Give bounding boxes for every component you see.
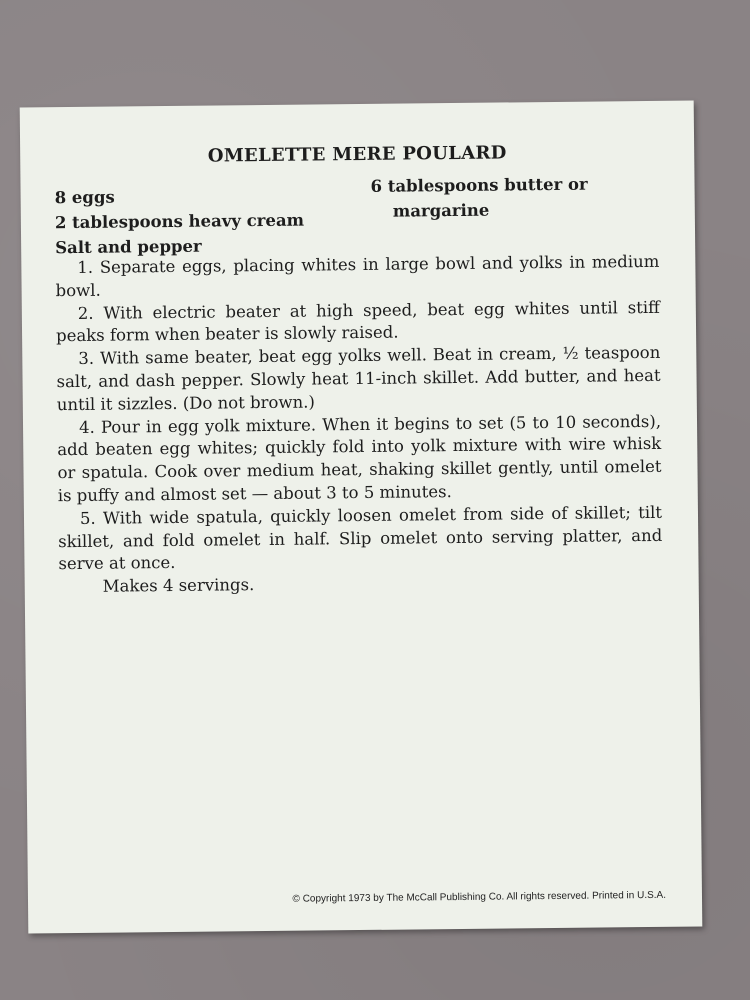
ingredient-item: 8 eggs [54, 187, 115, 208]
step-3: 3. With same beater, beat egg yolks well. Beat in cream, ½ teaspoon salt, and dash pepper. Slowly heat 11-inch skillet. Add butter, and heat until it sizzles. (Do not brown.) [56, 343, 661, 414]
ingredient-item: 2 tablespoons heavy cream [54, 210, 305, 233]
step-5: 5. With wide spatula, quickly loosen omelet from side of skillet; tilt skillet, and fold omelet in half. Slip omelet onto serving platter, and serve at once. [58, 502, 663, 574]
copyright-notice: © Copyright 1973 by The McCall Publishing Co. All rights reserved. Printed in U.S.A. [292, 889, 667, 905]
ingredient-item: Salt and pepper [55, 236, 202, 258]
recipe-yield: Makes 4 servings. [102, 575, 255, 596]
ingredient-item-continued: margarine [392, 200, 490, 221]
ingredients-left [55, 182, 376, 260]
ingredient-item: 6 tablespoons butter or [370, 174, 588, 196]
step-4: 4. Pour in egg yolk mixture. When it begins to set (5 to 10 seconds), add beaten egg whites; quickly fold into yolk mixture with wire whisk or spatula. Cook over medium heat, shaking skillet gently, until omelet is puffy and almost set — about 3 to 5 minutes. [57, 411, 662, 506]
step-2: 2. With electric beater at high speed, beat egg whites until stiff peaks form when beater is slowly raised. [55, 297, 660, 346]
recipe-card [20, 100, 703, 933]
step-1: 1. Separate eggs, placing whites in large bowl and yolks in medium bowl. [55, 251, 660, 300]
recipe-title: OMELETTE MERE POULARD [207, 142, 507, 167]
ingredients-right [370, 171, 671, 224]
recipe-steps [55, 251, 663, 599]
